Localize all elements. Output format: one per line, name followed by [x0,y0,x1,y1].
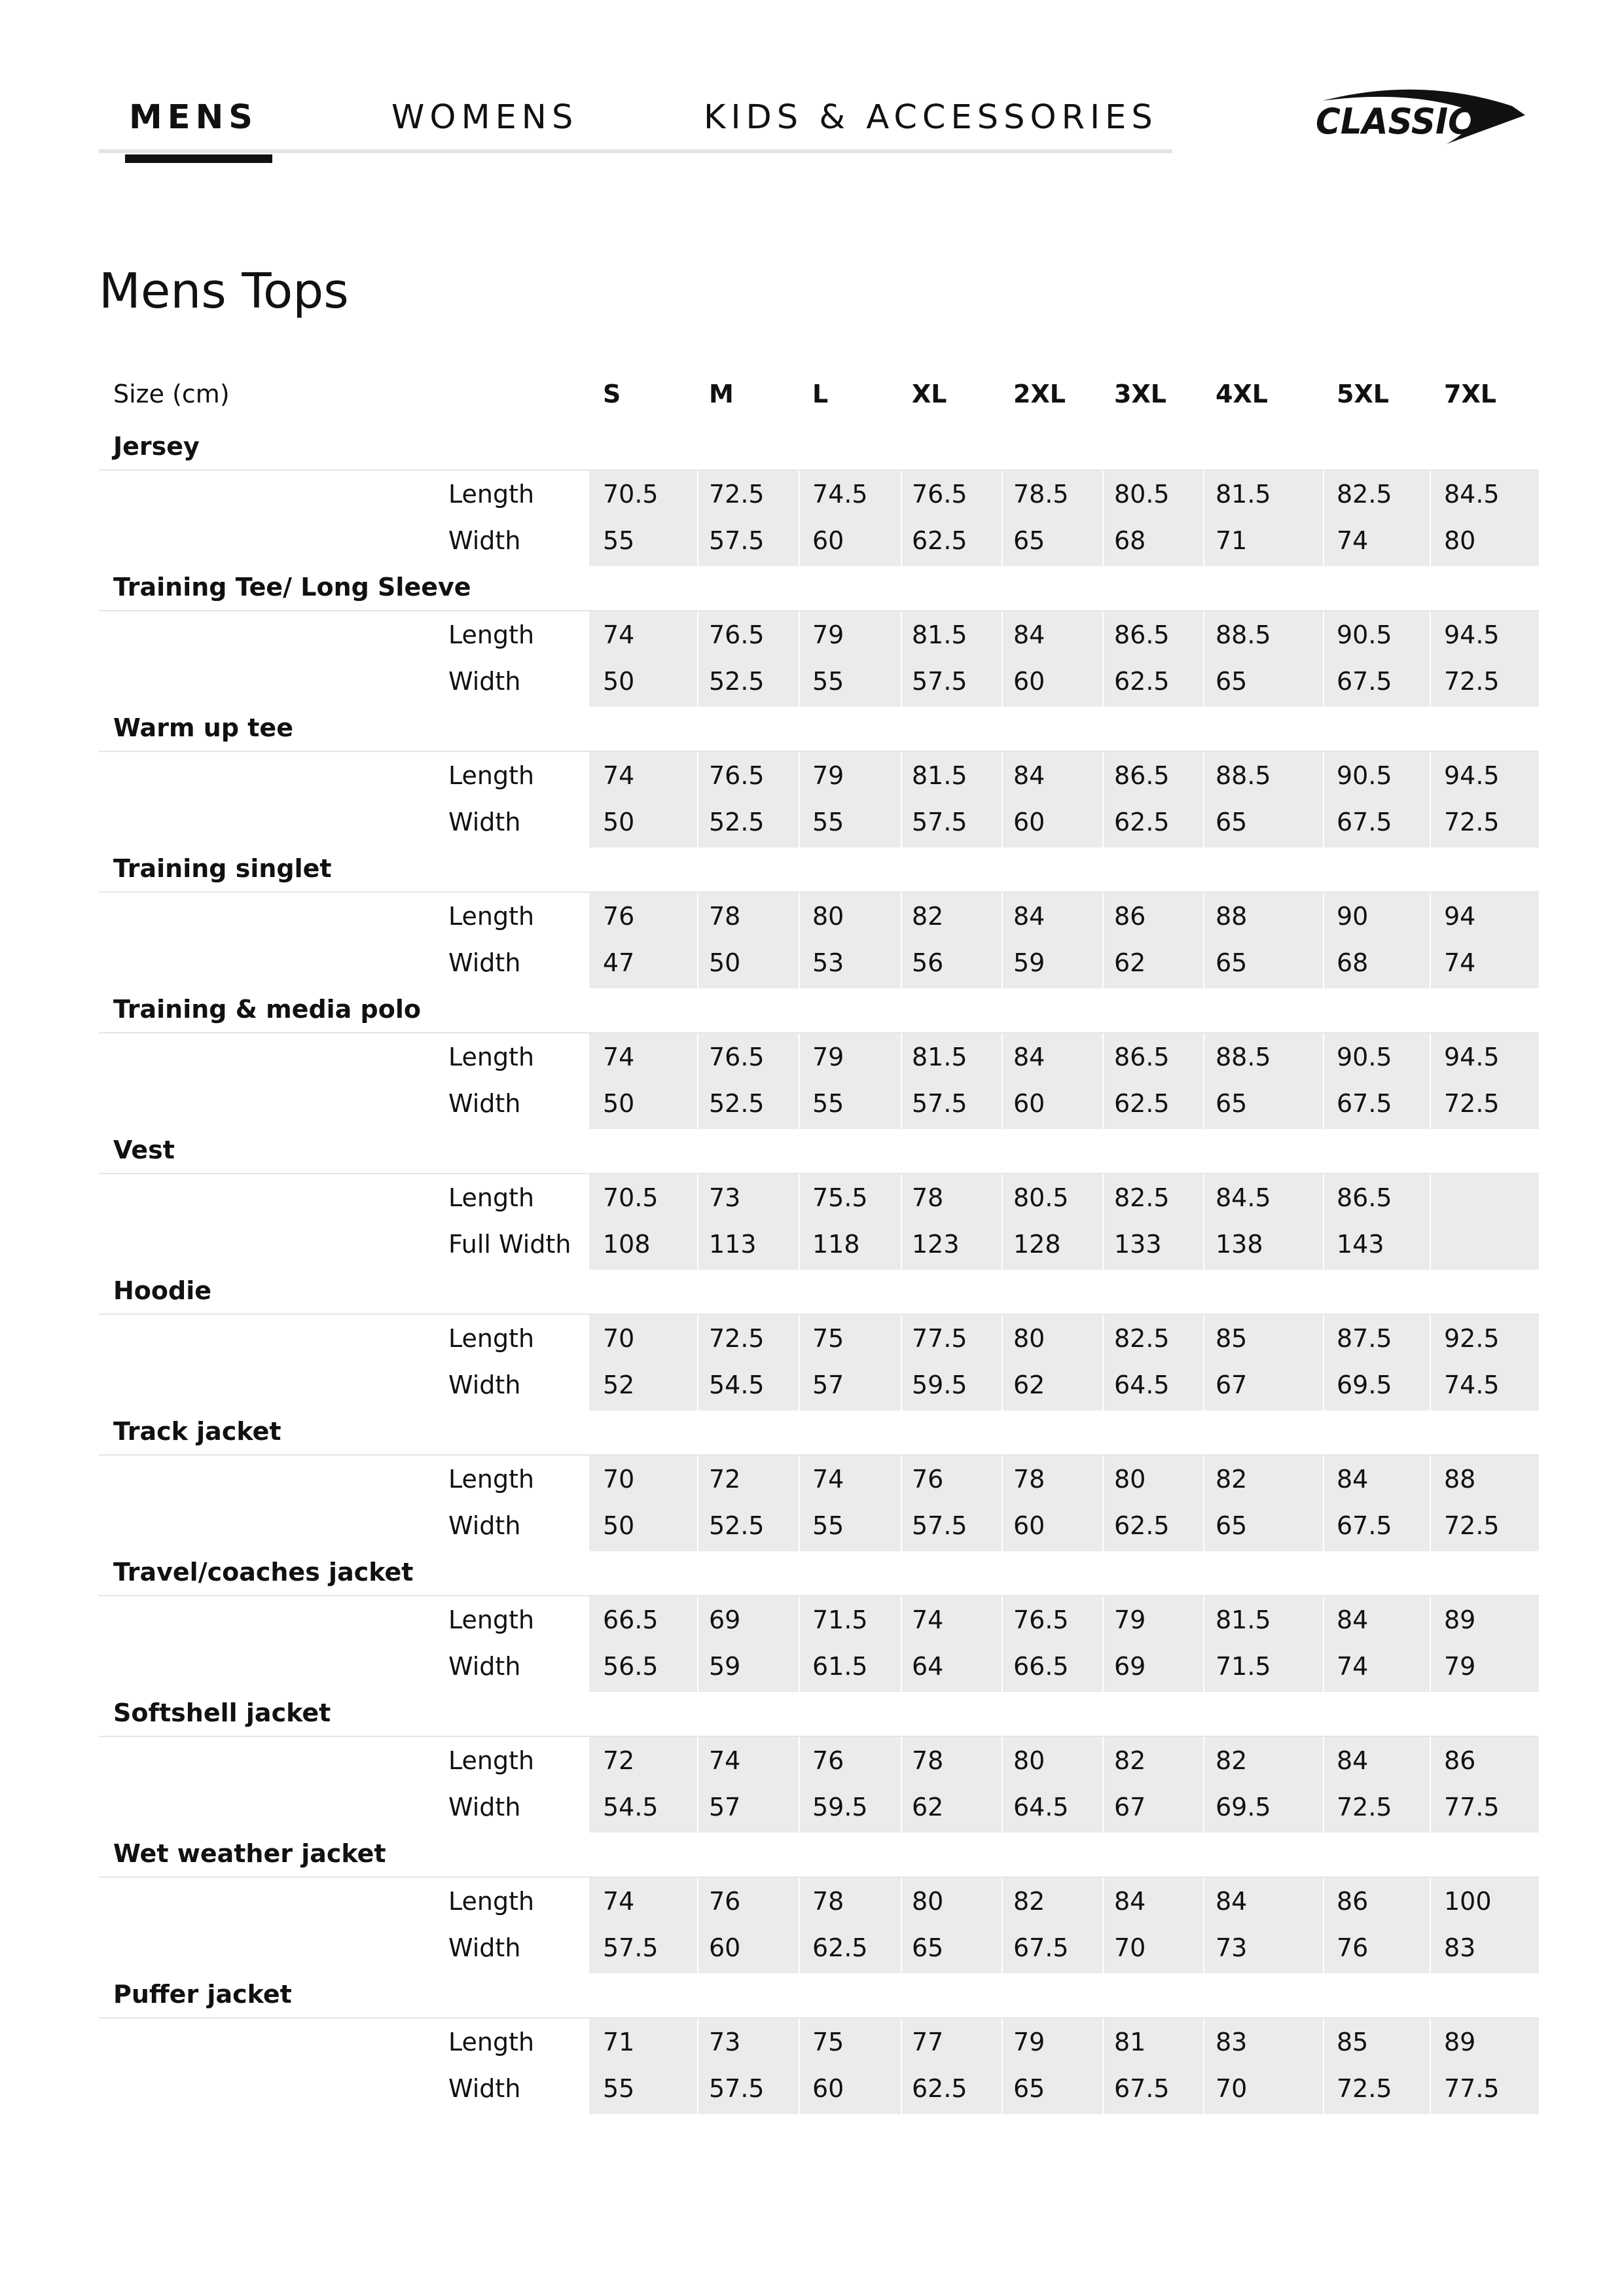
garment-title: Softshell jacket [113,1698,331,1727]
measurement-label: Length [448,620,535,649]
measurement-value: 92.5 [1444,1324,1500,1353]
garment-title: Training & media polo [113,995,421,1024]
measurement-value: 59.5 [812,1793,868,1821]
measurement-value: 78.5 [1013,480,1069,509]
size-column-header: M [709,380,734,408]
measurement-value: 55 [603,526,635,555]
measurement-value: 74 [912,1605,944,1634]
measurement-value: 78 [912,1746,944,1775]
measurement-value: 60 [812,526,844,555]
measurement-label: Length [448,1605,535,1634]
measurement-label: Width [448,808,521,836]
measurement-value: 72.5 [1444,667,1500,696]
size-column-header: 3XL [1114,380,1166,408]
measurement-value: 76 [812,1746,844,1775]
measurement-value: 72 [709,1465,741,1494]
tab-kids-accessories[interactable]: KIDS & ACCESSORIES [704,98,1158,137]
measurement-grid [99,1737,1539,1833]
garment-section [99,1410,1539,1551]
garment-section [99,425,1539,566]
measurement-value: 86.5 [1114,761,1170,790]
measurement-label: Length [448,2028,535,2056]
garment-title: Warm up tee [113,713,293,742]
measurement-value: 86 [1444,1746,1476,1775]
measurement-value: 90.5 [1337,620,1392,649]
measurement-value: 70 [1114,1933,1146,1962]
measurement-value: 88.5 [1216,1043,1271,1071]
measurement-value: 71 [603,2028,635,2056]
tab-mens[interactable]: MENS [129,86,258,149]
measurement-label: Width [448,667,521,696]
measurement-value: 82 [1216,1746,1248,1775]
measurement-value: 53 [812,948,844,977]
measurement-value: 133 [1114,1230,1162,1259]
garment-section [99,707,1539,848]
measurement-value: 84.5 [1444,480,1500,509]
measurement-value: 57.5 [709,526,765,555]
measurement-value: 62 [912,1793,944,1821]
garment-section [99,1551,1539,1692]
measurement-value: 54.5 [709,1371,765,1399]
measurement-value: 88 [1444,1465,1476,1494]
measurement-value: 50 [603,1511,635,1540]
measurement-label: Length [448,1465,535,1494]
garment-title: Hoodie [113,1276,212,1305]
measurement-value: 73 [709,1183,741,1212]
garment-title: Vest [113,1136,175,1164]
measurement-value: 80.5 [1013,1183,1069,1212]
measurement-value: 64.5 [1013,1793,1069,1821]
measurement-value: 69.5 [1337,1371,1392,1399]
measurement-value: 57 [812,1371,844,1399]
measurement-value: 82 [912,902,944,931]
measurement-value: 55 [812,808,844,836]
measurement-value: 76 [912,1465,944,1494]
measurement-value: 68 [1337,948,1369,977]
measurement-value: 88.5 [1216,761,1271,790]
measurement-label: Length [448,480,535,509]
measurement-value: 80 [912,1887,944,1916]
measurement-value: 57 [709,1793,741,1821]
measurement-value: 59 [1013,948,1045,977]
measurement-value: 86 [1114,902,1146,931]
measurement-value: 65 [1216,1511,1248,1540]
measurement-value: 74 [812,1465,844,1494]
measurement-label: Full Width [448,1230,571,1259]
measurement-value: 100 [1444,1887,1492,1916]
measurement-value: 85 [1216,1324,1248,1353]
measurement-value: 72 [603,1746,635,1775]
garment-section [99,1973,1539,2114]
measurement-value: 57.5 [912,667,967,696]
measurement-label: Length [448,1043,535,1071]
size-column-shading [1431,1174,1539,1270]
measurement-value: 50 [603,808,635,836]
measurement-grid [99,471,1539,566]
measurement-value: 65 [1013,526,1045,555]
measurement-value: 60 [1013,1511,1045,1540]
measurement-value: 52 [603,1371,635,1399]
garment-section [99,1270,1539,1410]
measurement-value: 75 [812,1324,844,1353]
measurement-value: 74.5 [1444,1371,1500,1399]
measurement-value: 65 [912,1933,944,1962]
measurement-value: 80 [1013,1324,1045,1353]
measurement-value: 47 [603,948,635,977]
measurement-value: 73 [709,2028,741,2056]
size-column-header: 4XL [1216,380,1268,408]
measurement-value: 69.5 [1216,1793,1271,1821]
measurement-label: Width [448,2074,521,2103]
tab-womens[interactable]: WOMENS [391,98,579,137]
measurement-value: 54.5 [603,1793,659,1821]
garment-title: Jersey [113,432,200,461]
measurement-value: 128 [1013,1230,1061,1259]
size-chart-table [99,367,1539,2114]
measurement-value: 70 [603,1324,635,1353]
measurement-value: 64.5 [1114,1371,1170,1399]
garment-title: Wet weather jacket [113,1839,386,1868]
measurement-value: 67.5 [1337,1511,1392,1540]
measurement-value: 52.5 [709,1089,765,1118]
measurement-value: 143 [1337,1230,1384,1259]
page-title: Mens Tops [99,263,349,319]
measurement-value: 84.5 [1216,1183,1271,1212]
measurement-value: 76 [709,1887,741,1916]
measurement-value: 80.5 [1114,480,1170,509]
measurement-value: 74 [1337,1652,1369,1681]
measurement-value: 83 [1216,2028,1248,2056]
measurement-value: 90.5 [1337,761,1392,790]
measurement-value: 72.5 [1444,1511,1500,1540]
measurement-value: 86 [1337,1887,1369,1916]
measurement-grid [99,1596,1539,1692]
measurement-value: 84 [1337,1465,1369,1494]
measurement-value: 50 [603,1089,635,1118]
measurement-value: 62.5 [1114,808,1170,836]
measurement-value: 66.5 [1013,1652,1069,1681]
measurement-value: 65 [1216,1089,1248,1118]
garment-section [99,1692,1539,1833]
measurement-value: 72.5 [709,1324,765,1353]
measurement-value: 57.5 [603,1933,659,1962]
measurement-label: Length [448,1746,535,1775]
measurement-value: 78 [912,1183,944,1212]
measurement-value: 94.5 [1444,1043,1500,1071]
measurement-value: 82 [1114,1746,1146,1775]
measurement-value: 82.5 [1337,480,1392,509]
measurement-value: 62 [1114,948,1146,977]
measurement-value: 81.5 [912,761,967,790]
measurement-value: 90 [1337,902,1369,931]
measurement-label: Length [448,902,535,931]
measurement-value: 81.5 [912,620,967,649]
measurement-value: 65 [1013,2074,1045,2103]
measurement-value: 84 [1013,1043,1045,1071]
garment-section [99,1129,1539,1270]
measurement-value: 108 [603,1230,651,1259]
measurement-value: 76.5 [709,761,765,790]
measurement-value: 72.5 [709,480,765,509]
measurement-value: 94 [1444,902,1476,931]
measurement-value: 74 [603,1043,635,1071]
measurement-label: Length [448,1887,535,1916]
measurement-value: 79 [1444,1652,1476,1681]
tab-underline-track [99,149,1172,153]
measurement-value: 62.5 [912,526,967,555]
measurement-value: 65 [1216,808,1248,836]
garment-section [99,988,1539,1129]
measurement-value: 55 [812,1089,844,1118]
measurement-value: 88.5 [1216,620,1271,649]
measurement-value: 71.5 [1216,1652,1271,1681]
measurement-label: Width [448,1089,521,1118]
measurement-value: 94.5 [1444,761,1500,790]
measurement-label: Width [448,1933,521,1962]
measurement-value: 67.5 [1013,1933,1069,1962]
measurement-value: 67.5 [1337,1089,1392,1118]
size-column-header: L [812,380,829,408]
measurement-value: 70.5 [603,1183,659,1212]
measurement-value: 84 [1013,620,1045,649]
measurement-value: 123 [912,1230,960,1259]
measurement-value: 59 [709,1652,741,1681]
measurement-value: 61.5 [812,1652,868,1681]
measurement-value: 82.5 [1114,1183,1170,1212]
measurement-value: 57.5 [912,808,967,836]
measurement-grid [99,1878,1539,1973]
measurement-value: 60 [709,1933,741,1962]
measurement-value: 70 [603,1465,635,1494]
size-column-header: XL [912,380,947,408]
measurement-value: 55 [812,1511,844,1540]
measurement-value: 70 [1216,2074,1248,2103]
measurement-label: Width [448,1652,521,1681]
measurement-value: 67.5 [1337,808,1392,836]
measurement-label: Width [448,1793,521,1821]
garment-title: Training Tee/ Long Sleeve [113,573,471,601]
measurement-value: 118 [812,1230,860,1259]
measurement-value: 74 [1444,948,1476,977]
measurement-value: 77 [912,2028,944,2056]
measurement-value: 86.5 [1337,1183,1392,1212]
logo-wordmark: CLASSIC [1316,101,1473,142]
measurement-value: 85 [1337,2028,1369,2056]
size-header-label: Size (cm) [113,380,230,408]
measurement-value: 84 [1216,1887,1248,1916]
measurement-value: 76.5 [709,1043,765,1071]
measurement-value: 86.5 [1114,620,1170,649]
measurement-value: 80 [1013,1746,1045,1775]
measurement-value: 52.5 [709,667,765,696]
measurement-value: 78 [812,1887,844,1916]
measurement-value: 84 [1013,902,1045,931]
measurement-value: 76.5 [912,480,967,509]
garment-title: Puffer jacket [113,1980,292,2009]
measurement-value: 76 [1337,1933,1369,1962]
measurement-value: 65 [1216,948,1248,977]
measurement-value: 74 [603,761,635,790]
measurement-value: 75 [812,2028,844,2056]
measurement-label: Length [448,1324,535,1353]
measurement-value: 67 [1216,1371,1248,1399]
measurement-value: 52.5 [709,1511,765,1540]
measurement-value: 94.5 [1444,620,1500,649]
measurement-value: 79 [812,761,844,790]
measurement-value: 79 [812,620,844,649]
measurement-value: 65 [1216,667,1248,696]
measurement-value: 78 [709,902,741,931]
measurement-value: 71 [1216,526,1248,555]
measurement-value: 57.5 [709,2074,765,2103]
measurement-value: 82 [1013,1887,1045,1916]
measurement-value: 81 [1114,2028,1146,2056]
measurement-value: 62 [1013,1371,1045,1399]
measurement-value: 62.5 [1114,667,1170,696]
measurement-value: 71.5 [812,1605,868,1634]
measurement-value: 83 [1444,1933,1476,1962]
measurement-value: 59.5 [912,1371,967,1399]
measurement-grid [99,1456,1539,1551]
measurement-value: 90.5 [1337,1043,1392,1071]
measurement-value: 76.5 [1013,1605,1069,1634]
measurement-value: 68 [1114,526,1146,555]
measurement-value: 62.5 [912,2074,967,2103]
measurement-value: 60 [812,2074,844,2103]
measurement-value: 88 [1216,902,1248,931]
measurement-value: 81.5 [1216,480,1271,509]
measurement-value: 75.5 [812,1183,868,1212]
category-tabs [99,77,1172,158]
garment-section [99,566,1539,707]
measurement-value: 76.5 [709,620,765,649]
measurement-value: 82 [1216,1465,1248,1494]
measurement-label: Length [448,761,535,790]
measurement-value: 56.5 [603,1652,659,1681]
garment-section [99,848,1539,988]
measurement-value: 66.5 [603,1605,659,1634]
measurement-value: 55 [603,2074,635,2103]
measurement-value: 74 [1337,526,1369,555]
measurement-value: 77.5 [912,1324,967,1353]
measurement-grid [99,752,1539,848]
measurement-grid [99,1033,1539,1129]
size-header-row [99,367,1539,425]
measurement-value: 52.5 [709,808,765,836]
measurement-value: 60 [1013,667,1045,696]
size-column-header: 2XL [1013,380,1066,408]
measurement-value: 72.5 [1337,2074,1392,2103]
measurement-value: 74 [709,1746,741,1775]
measurement-value: 56 [912,948,944,977]
measurement-value: 76 [603,902,635,931]
measurement-label: Width [448,948,521,977]
measurement-value: 77.5 [1444,1793,1500,1821]
measurement-value: 73 [1216,1933,1248,1962]
size-column-header: 5XL [1337,380,1389,408]
measurement-value: 79 [812,1043,844,1071]
measurement-value: 84 [1114,1887,1146,1916]
measurement-value: 74 [603,620,635,649]
measurement-value: 55 [812,667,844,696]
measurement-value: 74.5 [812,480,868,509]
garment-title: Track jacket [113,1417,281,1446]
measurement-value: 80 [812,902,844,931]
measurement-value: 84 [1337,1605,1369,1634]
measurement-grid [99,1315,1539,1410]
measurement-value: 60 [1013,808,1045,836]
measurement-value: 82.5 [1114,1324,1170,1353]
measurement-label: Width [448,1511,521,1540]
garment-title: Training singlet [113,854,332,883]
measurement-value: 57.5 [912,1511,967,1540]
measurement-value: 60 [1013,1089,1045,1118]
measurement-value: 87.5 [1337,1324,1392,1353]
measurement-value: 84 [1013,761,1045,790]
measurement-value: 84 [1337,1746,1369,1775]
measurement-value: 69 [1114,1652,1146,1681]
measurement-value: 80 [1114,1465,1146,1494]
measurement-value: 81.5 [912,1043,967,1071]
measurement-value: 138 [1216,1230,1263,1259]
measurement-value: 78 [1013,1465,1045,1494]
measurement-value: 79 [1013,2028,1045,2056]
measurement-value: 62.5 [812,1933,868,1962]
measurement-value: 72.5 [1337,1793,1392,1821]
measurement-grid [99,2018,1539,2114]
measurement-value: 50 [709,948,741,977]
measurement-value: 77.5 [1444,2074,1500,2103]
measurement-value: 62.5 [1114,1089,1170,1118]
measurement-value: 57.5 [912,1089,967,1118]
garment-title: Travel/coaches jacket [113,1558,414,1587]
measurement-value: 89 [1444,1605,1476,1634]
measurement-value: 70.5 [603,480,659,509]
measurement-grid [99,1174,1539,1270]
measurement-value: 79 [1114,1605,1146,1634]
classic-logo [1309,81,1535,151]
measurement-label: Width [448,1371,521,1399]
measurement-value: 64 [912,1652,944,1681]
measurement-grid [99,611,1539,707]
measurement-value: 81.5 [1216,1605,1271,1634]
measurement-value: 62.5 [1114,1511,1170,1540]
measurement-value: 113 [709,1230,757,1259]
size-column-header: S [603,380,621,408]
measurement-value: 74 [603,1887,635,1916]
measurement-grid [99,893,1539,988]
measurement-value: 72.5 [1444,808,1500,836]
measurement-value: 69 [709,1605,741,1634]
measurement-value: 89 [1444,2028,1476,2056]
measurement-value: 86.5 [1114,1043,1170,1071]
measurement-value: 80 [1444,526,1476,555]
measurement-value: 72.5 [1444,1089,1500,1118]
measurement-value: 67.5 [1114,2074,1170,2103]
measurement-value: 50 [603,667,635,696]
size-column-header: 7XL [1444,380,1496,408]
garment-section [99,1833,1539,1973]
measurement-label: Length [448,1183,535,1212]
measurement-value: 67 [1114,1793,1146,1821]
measurement-label: Width [448,526,521,555]
measurement-value: 67.5 [1337,667,1392,696]
